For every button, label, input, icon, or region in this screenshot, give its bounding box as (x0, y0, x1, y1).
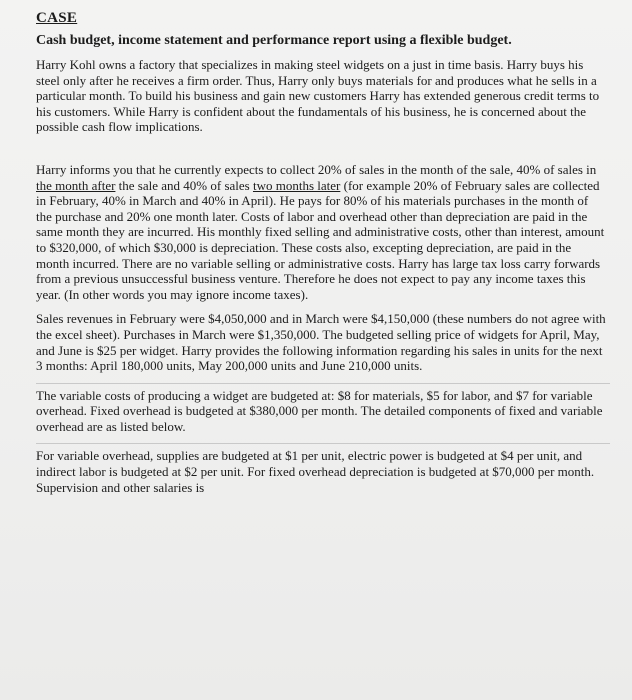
paragraph-collections (36, 162, 606, 302)
case-heading: CASE (36, 10, 78, 26)
underlined-two-months-later: two months later (252, 177, 341, 193)
case-subheading: Cash budget, income statement and performance report using a flexible budget. (36, 33, 512, 48)
paragraph-sales: Sales revenues in February were $4,050,000 and in March were $4,150,000 (these numbers do not agree with the excel sheet). Purchases in March were $1,350,000. The budgeted selling price of widgets for April, May, and June is $25 per widget. Harry provides the following information regarding his sales in units for the next 3 months: April 180,000 units, May 200,000 units and June 210,000 units. (36, 311, 606, 374)
collections-text-2: the sale and 40% of sales (115, 177, 253, 193)
divider-line (36, 383, 610, 384)
collections-text-1: Harry informs you that he currently expects to collect 20% of sales in the month of the sale, 40% of sales in (36, 161, 597, 177)
underlined-month-after: the month after (36, 177, 116, 193)
paragraph-variable-costs: The variable costs of producing a widget are budgeted at: $8 for materials, $5 for labor, and $7 for variable overhead. Fixed overhead is budgeted at $380,000 per month. The detailed components of fixed and variable overhead are as listed below. (36, 387, 603, 434)
paragraph-intro: Harry Kohl owns a factory that specializes in making steel widgets on a just in time basis. Harry buys his steel only after he receives a firm order. Thus, Harry only buys materials for and produces what he sells in a particular month. To build his business and gain new customers Harry has extended generous credit terms to his customers. While Harry is confident about the fundamentals of his business, he is concerned about the possible cash flow implications. (36, 57, 600, 135)
divider-line (36, 443, 610, 444)
collections-text-3: (for example 20% of February sales are collected in February, 40% in March and 40% in April). He pays for 80% of his materials purchases in the month of the purchase and 20% one month later. Costs of labor and overhead other than depreciation are paid in the same month they are incurred. His monthly fixed selling and administrative costs, other than interest, amount to $320,000, of which $30,000 is depreciation. These costs also, excepting depreciation, are paid in the month incurred. There are no variable selling or administrative costs. Harry has large tax loss carry forwards from a previous unsuccessful business venture. Therefore he does not expect to pay any income taxes this year. (In other words you may ignore income taxes). (36, 177, 605, 302)
paragraph-overhead: For variable overhead, supplies are budgeted at $1 per unit, electric power is budgeted at $4 per unit, and indirect labor is budgeted at $2 per unit. For fixed overhead depreciation is budgeted at $70,000 per month. Supervision and other salaries is (36, 448, 595, 495)
